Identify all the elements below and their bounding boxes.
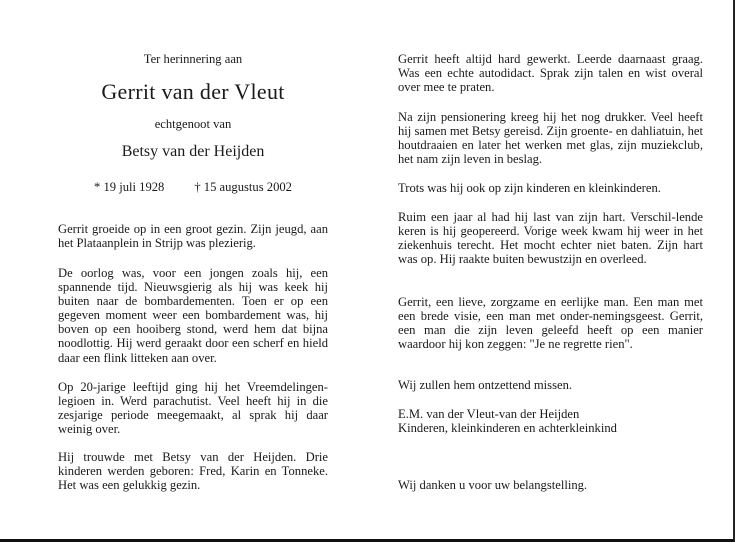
deceased-name: Gerrit van der Vleut [101, 79, 285, 104]
life-dates [58, 180, 328, 195]
intro-text: Ter herinnering aan [143, 52, 243, 66]
paragraph-legion: Op 20-jarige leeftijd ging hij het Vreemdelingen-legioen in. Werd parachutist. Veel heeft hij in die zesjarige periode meegemaakt, al sprak hij daar weinig over. [58, 380, 328, 437]
thanks-text: Wij danken u voor uw belangstelling. [398, 478, 588, 492]
paragraph-work: Gerrit heeft altijd hard gewerkt. Leerde daarnaast graag. Was een echte autodidact. Sprak zijn talen en wist overal over mee te praten. [398, 52, 703, 95]
paragraph-retirement: Na zijn pensionering kreeg hij het nog drukker. Veel heeft hij samen met Betsy gereisd. Zijn groente- en dahliatuin, het houtdraaien en later het werken met glas, zijn muziekclub, het nam zijn leven in beslag. [398, 110, 703, 167]
paragraph-youth: Gerrit groeide op in een groot gezin. Zijn jeugd, aan het Plataanplein in Strijp was plezierig. [58, 222, 328, 251]
signature-family: Kinderen, kleinkinderen en achterkleinkind [398, 421, 617, 436]
signature-block [398, 407, 703, 435]
paragraph-war: De oorlog was, voor een jongen zoals hij, een spannende tijd. Nieuwsgierig als hij was keek hij buiten naar de bombardementen. Toen er op een gegeven moment weer een bombardement was, hij boven op een hooiberg stond, werd hem dat bijna noodlottig. Hij werd geraakt door een scherf en hield daar een flink litteken aan over. [58, 266, 328, 365]
paragraph-missing: Wij zullen hem ontzettend missen. [398, 378, 573, 392]
paragraph-marriage: Hij trouwde met Betsy van der Heijden. Drie kinderen werden geboren: Fred, Karin en Tonneke. Het was een gelukkig gezin. [58, 450, 328, 493]
spouse-name: Betsy van der Heijden [121, 143, 265, 160]
paragraph-character: Gerrit, een lieve, zorgzame en eerlijke man. Een man met een brede visie, een man met onder-nemingsgeest. Gerrit, een man die zijn leven geleefd heeft op een manier waardoor hij kon zeggen: "Je ne regrette rien". [398, 295, 703, 352]
paragraph-illness: Ruim een jaar al had hij last van zijn hart. Verschil-lende keren is hij geopereerd. Vorige week kwam hij weer in het ziekenhuis terecht. Het mocht echter niet baten. Zijn hart was op. Hij raakte buiten bewustzijn en overleed. [398, 210, 703, 267]
birth-date: * 19 juli 1928 [94, 180, 165, 194]
death-date: † 15 augustus 2002 [194, 180, 292, 194]
signature-spouse: E.M. van der Vleut-van der Heijden [398, 407, 580, 421]
paragraph-pride: Trots was hij ook op zijn kinderen en kleinkinderen. [398, 181, 661, 195]
relation-text: echtgenoot van [154, 117, 232, 131]
